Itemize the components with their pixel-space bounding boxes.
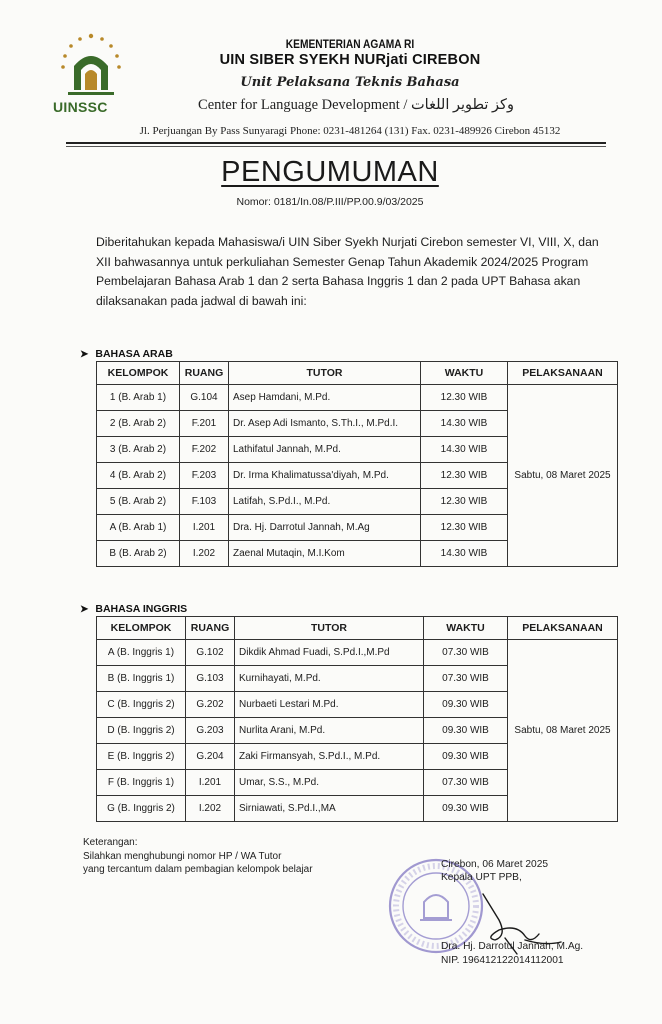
signer-nip: NIP. 196412122014112001 (441, 955, 564, 966)
tutor-cell: Asep Hamdani, M.Pd. (229, 385, 421, 411)
column-header: RUANG (186, 617, 235, 640)
center-name: Center for Language Development / وكز تطوير اللغات (198, 97, 514, 113)
section-heading-label: BAHASA INGGRIS (95, 603, 188, 615)
ruang-cell: G.202 (186, 692, 235, 718)
pelaksanaan-cell: Sabtu, 08 Maret 2025 (508, 640, 618, 822)
tutor-cell: Dikdik Ahmad Fuadi, S.Pd.I.,M.Pd (235, 640, 424, 666)
kelompok-cell: G (B. Inggris 2) (97, 796, 186, 822)
tutor-cell: Dr. Irma Khalimatussa'diyah, M.Pd. (229, 463, 421, 489)
ruang-cell: F.203 (180, 463, 229, 489)
kelompok-cell: 2 (B. Arab 2) (97, 411, 180, 437)
tutor-cell: Kurnihayati, M.Pd. (235, 666, 424, 692)
kelompok-cell: A (B. Arab 1) (97, 515, 180, 541)
tutor-cell: Zaki Firmansyah, S.Pd.I., M.Pd. (235, 744, 424, 770)
column-header: WAKTU (424, 617, 508, 640)
tutor-cell: Nurbaeti Lestari M.Pd. (235, 692, 424, 718)
document-number: Nomor: 0181/In.08/P.III/PP.00.9/03/2025 (236, 196, 424, 208)
section-heading-arab (80, 348, 173, 360)
waktu-cell: 14.30 WIB (421, 411, 508, 437)
tutor-cell: Sirniawati, S.Pd.I.,MA (235, 796, 424, 822)
ruang-cell: F.201 (180, 411, 229, 437)
kelompok-cell: F (B. Inggris 1) (97, 770, 186, 796)
notes (83, 836, 383, 877)
waktu-cell: 09.30 WIB (424, 692, 508, 718)
tutor-cell: Umar, S.S., M.Pd. (235, 770, 424, 796)
signer-position: Kepala UPT PPB, (441, 872, 522, 883)
ruang-cell: F.103 (180, 489, 229, 515)
tutor-cell: Dr. Asep Adi Ismanto, S.Th.I., M.Pd.I. (229, 411, 421, 437)
ruang-cell: I.201 (186, 770, 235, 796)
waktu-cell: 14.30 WIB (421, 437, 508, 463)
page-title: PENGUMUMAN (221, 156, 439, 188)
waktu-cell: 12.30 WIB (421, 385, 508, 411)
ruang-cell: G.103 (186, 666, 235, 692)
waktu-cell: 07.30 WIB (424, 640, 508, 666)
kelompok-cell: C (B. Inggris 2) (97, 692, 186, 718)
section-heading-label: BAHASA ARAB (95, 348, 173, 360)
table-header-row (97, 362, 618, 385)
kelompok-cell: B (B. Inggris 1) (97, 666, 186, 692)
ruang-cell: I.202 (180, 541, 229, 567)
tutor-cell: Zaenal Mutaqin, M.I.Kom (229, 541, 421, 567)
column-header: RUANG (180, 362, 229, 385)
column-header: PELAKSANAAN (508, 617, 618, 640)
column-header: PELAKSANAAN (508, 362, 618, 385)
uinssc-logo-icon (52, 32, 130, 96)
column-header: TUTOR (229, 362, 421, 385)
schedule-table-inggris (96, 616, 618, 822)
university-name: UIN SIBER SYEKH NURjati CIREBON (219, 52, 481, 68)
notes-label: Keterangan: (83, 837, 138, 848)
arrowhead-icon: ➤ (80, 603, 89, 615)
column-header: TUTOR (235, 617, 424, 640)
kelompok-cell: D (B. Inggris 2) (97, 718, 186, 744)
tutor-cell: Nurlita Arani, M.Pd. (235, 718, 424, 744)
kelompok-cell: 4 (B. Arab 2) (97, 463, 180, 489)
waktu-cell: 09.30 WIB (424, 796, 508, 822)
place-date: Cirebon, 06 Maret 2025 (441, 859, 549, 870)
tutor-cell: Lathifatul Jannah, M.Pd. (229, 437, 421, 463)
signer-name: Dra. Hj. Darrotul Jannah, M.Ag. (441, 941, 584, 952)
waktu-cell: 09.30 WIB (424, 718, 508, 744)
waktu-cell: 09.30 WIB (424, 744, 508, 770)
column-header: WAKTU (421, 362, 508, 385)
section-heading-inggris (80, 603, 187, 615)
table-row (97, 385, 618, 411)
waktu-cell: 07.30 WIB (424, 666, 508, 692)
notes-line: yang tercantum dalam pembagian kelompok belajar (83, 864, 313, 875)
kelompok-cell: 1 (B. Arab 1) (97, 385, 180, 411)
tutor-cell: Dra. Hj. Darrotul Jannah, M.Ag (229, 515, 421, 541)
ministry-name: KEMENTERIAN AGAMA RI (285, 37, 415, 51)
kelompok-cell: 3 (B. Arab 2) (97, 437, 180, 463)
ruang-cell: G.104 (180, 385, 229, 411)
waktu-cell: 07.30 WIB (424, 770, 508, 796)
waktu-cell: 12.30 WIB (421, 489, 508, 515)
ruang-cell: G.203 (186, 718, 235, 744)
unit-name: Unit Pelaksana Teknis Bahasa (240, 75, 460, 90)
waktu-cell: 14.30 WIB (421, 541, 508, 567)
table-row (97, 640, 618, 666)
ruang-cell: G.204 (186, 744, 235, 770)
kelompok-cell: 5 (B. Arab 2) (97, 489, 180, 515)
ruang-cell: G.102 (186, 640, 235, 666)
letterhead-rule-thin (66, 146, 606, 147)
ruang-cell: I.202 (186, 796, 235, 822)
tutor-cell: Latifah, S.Pd.I., M.Pd. (229, 489, 421, 515)
column-header: KELOMPOK (97, 617, 186, 640)
ruang-cell: F.202 (180, 437, 229, 463)
signer-block (441, 940, 621, 968)
waktu-cell: 12.30 WIB (421, 515, 508, 541)
letterhead-rule (66, 142, 606, 144)
notes-line: Silahkan menghubungi nomor HP / WA Tutor (83, 850, 282, 862)
kelompok-cell: B (B. Arab 2) (97, 541, 180, 567)
kelompok-cell: E (B. Inggris 2) (97, 744, 186, 770)
schedule-table-arab (96, 361, 618, 567)
column-header: KELOMPOK (97, 362, 180, 385)
logo-text: UINSSC (53, 99, 108, 115)
table-header-row (97, 617, 618, 640)
waktu-cell: 12.30 WIB (421, 463, 508, 489)
kelompok-cell: A (B. Inggris 1) (97, 640, 186, 666)
intro-paragraph: Diberitahukan kepada Mahasiswa/i UIN Siber Syekh Nurjati Cirebon semester VI, VIII, X, dan XII bahwasannya untuk perkuliahan Semester Genap Tahun Akademik 2024/2025 Program Pembelajaran Bahasa Arab 1 dan 2 serta Bahasa Inggris 1 dan 2 pada UPT Bahasa akan dilaksanakan pada jadwal di bawah ini: (96, 235, 599, 308)
pelaksanaan-cell: Sabtu, 08 Maret 2025 (508, 385, 618, 567)
address-line: Jl. Perjuangan By Pass Sunyaragi Phone: 0231-481264 (131) Fax. 0231-489926 Cirebon 45132 (139, 125, 561, 137)
arrowhead-icon: ➤ (80, 348, 89, 360)
ruang-cell: I.201 (180, 515, 229, 541)
